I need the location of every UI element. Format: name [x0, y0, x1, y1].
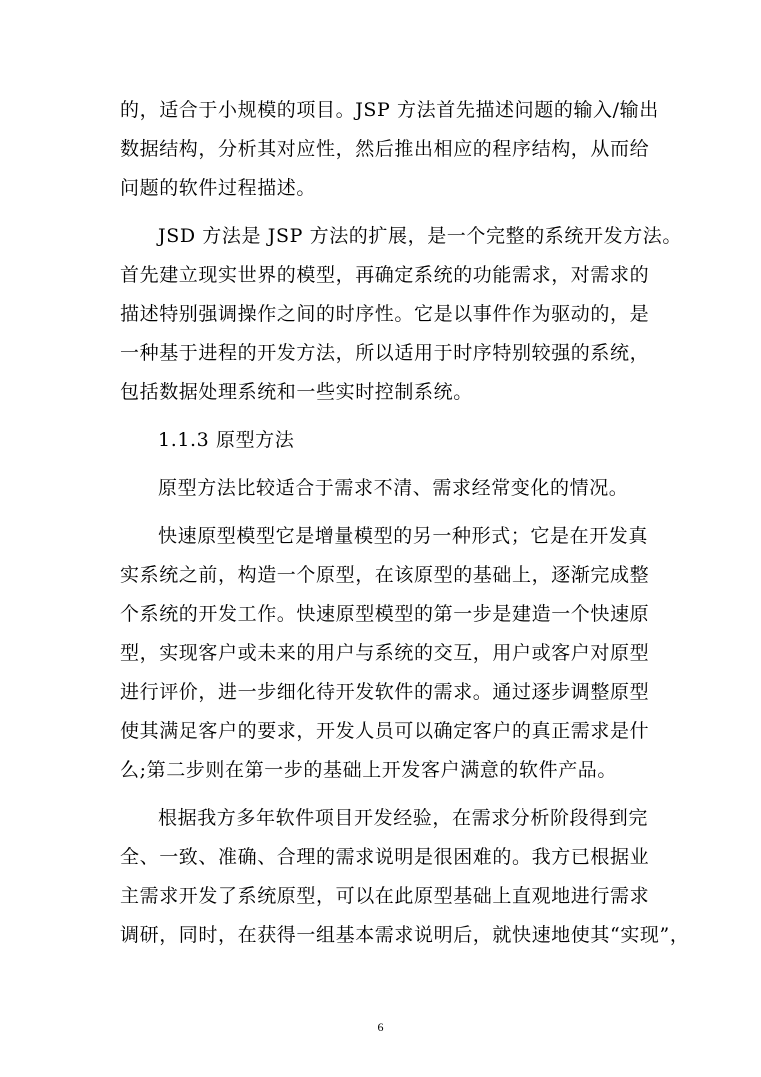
paragraph-rapid-line-7: 么;第二步则在第一步的基础上开发客户满意的软件产品。: [120, 759, 618, 781]
paragraph-jsd-line-5: 包括数据处理系统和一些实时控制系统。: [120, 381, 473, 403]
paragraph-rapid-line-4: 型，实现客户或未来的用户与系统的交互，用户或客户对原型: [120, 642, 650, 664]
text-line-2: 数据结构，分析其对应性，然后推出相应的程序结构，从而给: [120, 138, 650, 160]
paragraph-rapid-line-6: 使其满足客户的要求，开发人员可以确定客户的真正需求是什: [120, 720, 650, 742]
paragraph-rapid-line-3: 个系统的开发工作。快速原型模型的第一步是建造一个快速原: [120, 603, 650, 625]
text-line-1: 的，适合于小规模的项目。JSP 方法首先描述问题的输入/输出: [120, 99, 659, 121]
paragraph-rapid-line-5: 进行评价，进一步细化待开发软件的需求。通过逐步调整原型: [120, 681, 650, 703]
section-heading: 1.1.3 原型方法: [158, 429, 295, 451]
text-line-3: 问题的软件过程描述。: [120, 177, 317, 199]
paragraph-jsd-line-1: JSD 方法是 JSP 方法的扩展，是一个完整的系统开发方法。: [158, 225, 683, 247]
paragraph-experience-line-1: 根据我方多年软件项目开发经验，在需求分析阶段得到完: [158, 807, 649, 829]
paragraph-jsd-line-2: 首先建立现实世界的模型，再确定系统的功能需求，对需求的: [120, 264, 650, 286]
paragraph-experience-line-2: 全、一致、准确、合理的需求说明是很困难的。我方已根据业: [120, 846, 650, 868]
paragraph-jsd-line-3: 描述特别强调操作之间的时序性。它是以事件作为驱动的，是: [120, 303, 650, 325]
paragraph-rapid-line-2: 实系统之前，构造一个原型，在该原型的基础上，逐渐完成整: [120, 564, 650, 586]
paragraph-experience-line-3: 主需求开发了系统原型，可以在此原型基础上直观地进行需求: [120, 885, 650, 907]
paragraph-jsd-line-4: 一种基于进程的开发方法，所以适用于时序特别较强的系统，: [120, 342, 650, 364]
paragraph-experience-line-4: 调研，同时，在获得一组基本需求说明后，就快速地使其“实现”，: [120, 924, 690, 946]
paragraph-prototype-intro: 原型方法比较适合于需求不清、需求经常变化的情况。: [158, 477, 629, 499]
paragraph-rapid-line-1: 快速原型模型它是增量模型的另一种形式；它是在开发真: [158, 525, 649, 547]
page-number: 6: [377, 1020, 384, 1034]
